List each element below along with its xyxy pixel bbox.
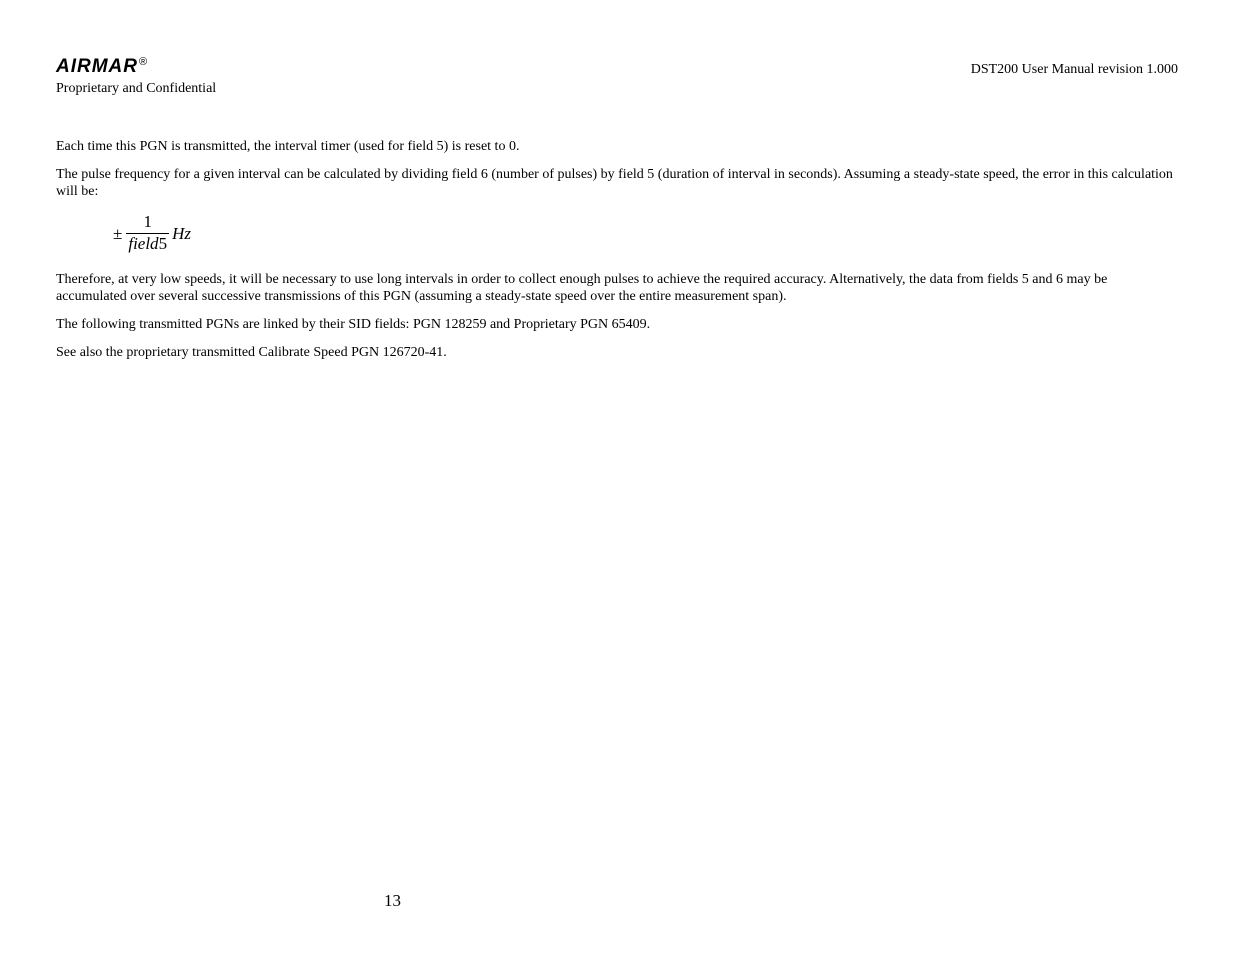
paragraph-linked-pgns: The following transmitted PGNs are linked by their SID fields: PGN 128259 and Proprietary PGN 65409.	[56, 317, 651, 332]
document-title: DST200 User Manual revision 1.000	[970, 62, 1178, 77]
paragraph-low-speeds: Therefore, at very low speeds, it will be necessary to use long intervals in order to collect enough pulses to achieve the required accuracy. Alternatively, the data from fields 5 and 6 may be accumulated over several successive transmissions of this PGN (assuming a steady-state speed over the entire measurement span).	[56, 272, 1108, 304]
fraction-denominator	[126, 234, 169, 254]
fraction	[126, 213, 169, 254]
denominator-variable: field	[128, 233, 159, 253]
paragraph-interval-timer: Each time this PGN is transmitted, the interval timer (used for field 5) is reset to 0.	[56, 139, 520, 154]
registered-mark: ®	[139, 56, 149, 68]
page-header-left	[56, 55, 216, 97]
fraction-numerator: 1	[126, 213, 169, 234]
paragraph-pulse-frequency: The pulse frequency for a given interval can be calculated by dividing field 6 (number of pulses) by field 5 (duration of interval in seconds). Assuming a steady-state speed, the error in this calculation will be:	[56, 167, 1173, 199]
error-formula	[113, 208, 1181, 258]
logo-text: AIRMAR	[56, 56, 138, 77]
paragraph-see-also: See also the proprietary transmitted Calibrate Speed PGN 126720-41.	[56, 345, 447, 360]
frequency-unit: Hz	[172, 223, 191, 243]
page-number: 13	[384, 891, 401, 910]
denominator-number: 5	[158, 233, 168, 253]
airmar-logo	[56, 55, 216, 79]
plus-minus-sign: ±	[113, 223, 123, 243]
page-body	[56, 138, 1181, 372]
confidentiality-notice: Proprietary and Confidential	[56, 81, 217, 96]
